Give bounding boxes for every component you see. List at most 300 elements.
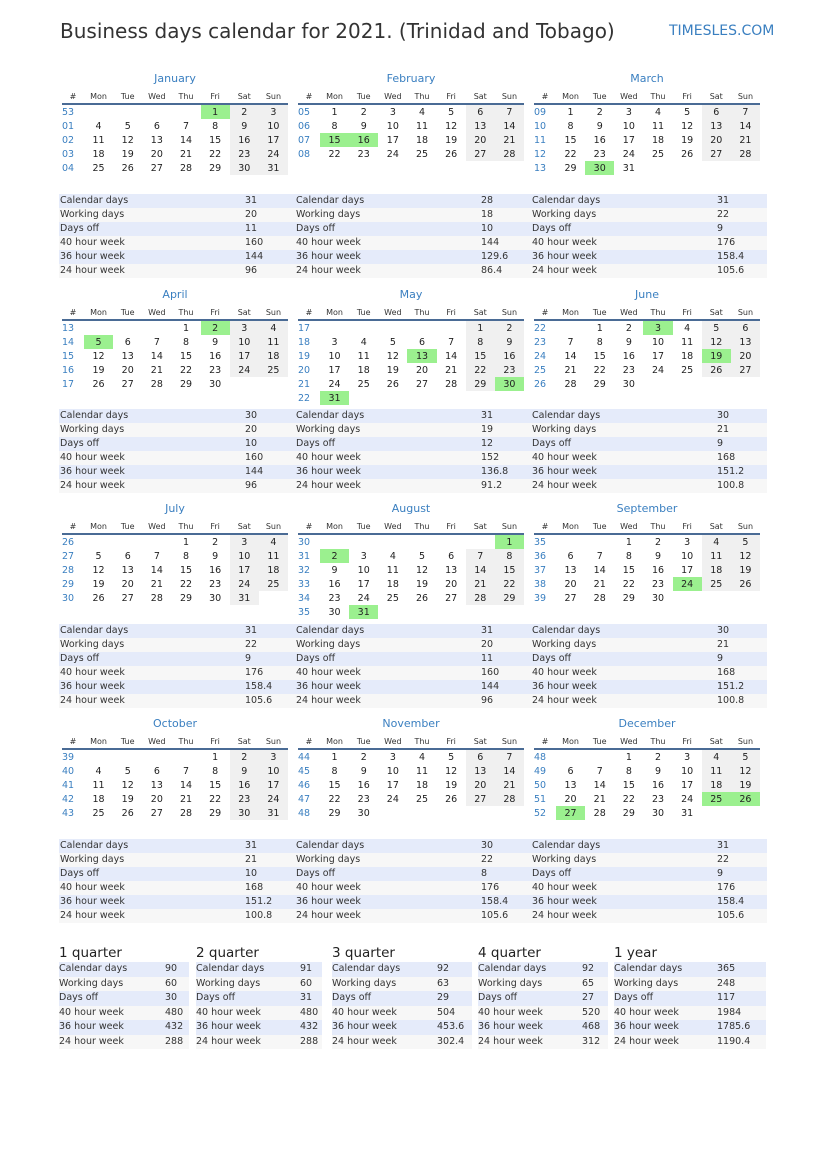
day-cell[interactable]: 23 [209, 364, 222, 376]
day-cell[interactable]: 21 [150, 364, 163, 376]
day-cell[interactable]: 8 [212, 765, 219, 777]
day-cell[interactable]: 21 [179, 793, 193, 805]
day-cell[interactable]: 13 [121, 350, 134, 362]
day-cell[interactable]: 13 [466, 119, 495, 133]
day-cell[interactable]: 5 [418, 550, 426, 562]
day-cell[interactable]: 30 [651, 592, 665, 604]
day-cell[interactable]: 15 [593, 350, 606, 362]
day-cell[interactable]: 3 [684, 536, 691, 548]
day-cell[interactable]: 15 [209, 134, 222, 146]
day-cell[interactable]: 10 [622, 120, 635, 132]
day-cell[interactable]: 8 [625, 550, 632, 562]
day-cell[interactable]: 1 [182, 536, 190, 548]
day-cell[interactable]: 12 [121, 779, 134, 791]
day-cell[interactable]: 1 [182, 322, 190, 334]
day-cell[interactable]: 4 [654, 106, 662, 118]
day-cell[interactable]: 23 [357, 148, 370, 160]
day-cell[interactable]: 2 [360, 106, 367, 118]
day-cell[interactable]: 1 [625, 751, 632, 763]
day-cell[interactable]: 26 [386, 378, 399, 390]
day-cell[interactable]: 25 [681, 364, 694, 376]
day-cell[interactable]: 24 [230, 363, 259, 377]
day-cell[interactable]: 10 [230, 549, 259, 563]
day-cell[interactable]: 28 [150, 592, 163, 604]
day-cell[interactable]: 20 [445, 578, 458, 590]
day-cell[interactable]: 12 [121, 134, 134, 146]
day-cell[interactable]: 27 [445, 592, 458, 604]
day-cell[interactable]: 12 [731, 549, 760, 563]
day-cell[interactable]: 18 [415, 134, 429, 146]
day-cell[interactable]: 10 [386, 765, 399, 777]
day-cell[interactable]: 16 [328, 578, 341, 590]
day-cell[interactable]: 5 [702, 320, 731, 335]
day-cell[interactable]: 4 [702, 534, 731, 549]
day-cell[interactable]: 9 [625, 336, 632, 348]
day-cell[interactable]: 29 [179, 378, 193, 390]
day-cell[interactable]: 23 [593, 148, 606, 160]
day-cell[interactable]: 28 [495, 147, 524, 161]
day-cell[interactable]: 5 [84, 335, 113, 349]
day-cell[interactable]: 11 [702, 549, 731, 563]
day-cell[interactable]: 22 [564, 148, 577, 160]
day-cell[interactable]: 4 [418, 106, 426, 118]
day-cell[interactable]: 16 [495, 349, 524, 363]
day-cell[interactable]: 22 [622, 578, 635, 590]
day-cell[interactable]: 1 [201, 104, 230, 119]
day-cell[interactable]: 20 [466, 778, 495, 792]
day-cell[interactable]: 16 [357, 779, 370, 791]
day-cell[interactable]: 17 [328, 364, 341, 376]
brand-link[interactable]: TIMESLES.COM [669, 23, 775, 39]
day-cell[interactable]: 9 [212, 336, 219, 348]
day-cell[interactable]: 13 [407, 349, 436, 363]
day-cell[interactable]: 17 [230, 563, 259, 577]
day-cell[interactable]: 3 [643, 320, 672, 335]
day-cell[interactable]: 3 [625, 106, 632, 118]
day-cell[interactable]: 7 [182, 120, 190, 132]
day-cell[interactable]: 18 [415, 779, 429, 791]
day-cell[interactable]: 15 [179, 564, 193, 576]
day-cell[interactable]: 19 [445, 779, 458, 791]
day-cell[interactable]: 19 [121, 793, 134, 805]
day-cell[interactable]: 23 [622, 364, 635, 376]
day-cell[interactable]: 19 [681, 134, 694, 146]
day-cell[interactable]: 1 [495, 534, 524, 549]
day-cell[interactable]: 11 [386, 564, 399, 576]
day-cell[interactable]: 16 [593, 134, 606, 146]
day-cell[interactable]: 1 [466, 320, 495, 335]
day-cell[interactable]: 16 [651, 564, 665, 576]
day-cell[interactable]: 24 [681, 793, 694, 805]
day-cell[interactable]: 19 [731, 563, 760, 577]
day-cell[interactable]: 16 [622, 350, 635, 362]
day-cell[interactable]: 2 [360, 751, 367, 763]
day-cell[interactable]: 25 [259, 577, 288, 591]
day-cell[interactable]: 9 [331, 564, 338, 576]
day-cell[interactable]: 26 [415, 592, 429, 604]
day-cell[interactable]: 3 [259, 104, 288, 119]
day-cell[interactable]: 20 [150, 148, 163, 160]
day-cell[interactable]: 4 [259, 320, 288, 335]
day-cell[interactable]: 24 [386, 793, 399, 805]
day-cell[interactable]: 6 [153, 120, 160, 132]
day-cell[interactable]: 3 [259, 749, 288, 764]
day-cell[interactable]: 7 [495, 104, 524, 119]
day-cell[interactable]: 10 [651, 336, 665, 348]
day-cell[interactable]: 12 [681, 120, 694, 132]
day-cell[interactable]: 9 [212, 550, 219, 562]
day-cell[interactable]: 14 [495, 119, 524, 133]
day-cell[interactable]: 31 [681, 807, 694, 819]
day-cell[interactable]: 3 [389, 751, 396, 763]
day-cell[interactable]: 18 [357, 364, 370, 376]
day-cell[interactable]: 18 [259, 349, 288, 363]
day-cell[interactable]: 30 [230, 161, 259, 175]
day-cell[interactable]: 19 [731, 778, 760, 792]
day-cell[interactable]: 1 [331, 751, 338, 763]
day-cell[interactable]: 31 [259, 161, 288, 175]
day-cell[interactable]: 21 [731, 133, 760, 147]
day-cell[interactable]: 11 [259, 549, 288, 563]
day-cell[interactable]: 22 [328, 793, 341, 805]
day-cell[interactable]: 21 [495, 133, 524, 147]
day-cell[interactable]: 2 [625, 322, 632, 334]
day-cell[interactable]: 18 [386, 578, 399, 590]
day-cell[interactable]: 20 [121, 364, 134, 376]
day-cell[interactable]: 3 [230, 534, 259, 549]
day-cell[interactable]: 23 [357, 793, 370, 805]
day-cell[interactable]: 2 [654, 751, 662, 763]
day-cell[interactable]: 6 [448, 550, 455, 562]
day-cell[interactable]: 10 [681, 765, 694, 777]
day-cell[interactable]: 29 [466, 377, 495, 391]
day-cell[interactable]: 18 [92, 148, 105, 160]
day-cell[interactable]: 15 [466, 349, 495, 363]
day-cell[interactable]: 25 [386, 592, 399, 604]
day-cell[interactable]: 5 [448, 106, 455, 118]
day-cell[interactable]: 17 [259, 133, 288, 147]
day-cell[interactable]: 27 [415, 378, 429, 390]
day-cell[interactable]: 16 [349, 133, 378, 147]
day-cell[interactable]: 15 [622, 779, 635, 791]
day-cell[interactable]: 28 [150, 378, 163, 390]
day-cell[interactable]: 29 [179, 592, 193, 604]
day-cell[interactable]: 20 [702, 133, 731, 147]
day-cell[interactable]: 21 [150, 578, 163, 590]
day-cell[interactable]: 1 [625, 536, 632, 548]
day-cell[interactable]: 30 [651, 807, 665, 819]
day-cell[interactable]: 27 [150, 807, 163, 819]
day-cell[interactable]: 14 [445, 350, 458, 362]
day-cell[interactable]: 24 [651, 364, 665, 376]
day-cell[interactable]: 12 [445, 120, 458, 132]
day-cell[interactable]: 7 [731, 104, 760, 119]
day-cell[interactable]: 20 [415, 364, 429, 376]
day-cell[interactable]: 27 [466, 792, 495, 806]
day-cell[interactable]: 26 [92, 378, 105, 390]
day-cell[interactable]: 22 [593, 364, 606, 376]
day-cell[interactable]: 19 [121, 148, 134, 160]
day-cell[interactable]: 11 [702, 764, 731, 778]
day-cell[interactable]: 20 [466, 133, 495, 147]
day-cell[interactable]: 21 [445, 364, 458, 376]
day-cell[interactable]: 13 [564, 564, 577, 576]
day-cell[interactable]: 23 [651, 578, 665, 590]
day-cell[interactable]: 5 [389, 336, 396, 348]
day-cell[interactable]: 5 [684, 106, 691, 118]
day-cell[interactable]: 31 [259, 806, 288, 820]
day-cell[interactable]: 21 [495, 778, 524, 792]
day-cell[interactable]: 9 [654, 765, 662, 777]
day-cell[interactable]: 26 [92, 592, 105, 604]
day-cell[interactable]: 6 [153, 765, 160, 777]
day-cell[interactable]: 28 [466, 591, 495, 605]
day-cell[interactable]: 7 [596, 765, 603, 777]
day-cell[interactable]: 27 [466, 147, 495, 161]
day-cell[interactable]: 25 [92, 162, 105, 174]
day-cell[interactable]: 28 [495, 792, 524, 806]
day-cell[interactable]: 23 [328, 592, 341, 604]
day-cell[interactable]: 12 [92, 350, 105, 362]
day-cell[interactable]: 14 [179, 134, 193, 146]
day-cell[interactable]: 7 [153, 550, 160, 562]
day-cell[interactable]: 13 [150, 779, 163, 791]
day-cell[interactable]: 8 [212, 120, 219, 132]
day-cell[interactable]: 21 [179, 148, 193, 160]
day-cell[interactable]: 9 [495, 335, 524, 349]
day-cell[interactable]: 30 [328, 606, 341, 618]
day-cell[interactable]: 17 [386, 779, 399, 791]
day-cell[interactable]: 19 [386, 364, 399, 376]
day-cell[interactable]: 21 [466, 577, 495, 591]
day-cell[interactable]: 17 [259, 778, 288, 792]
day-cell[interactable]: 6 [124, 336, 131, 348]
day-cell[interactable]: 30 [495, 377, 524, 391]
day-cell[interactable]: 28 [564, 378, 577, 390]
day-cell[interactable]: 5 [731, 749, 760, 764]
day-cell[interactable]: 6 [731, 320, 760, 335]
day-cell[interactable]: 30 [209, 592, 222, 604]
day-cell[interactable]: 11 [681, 336, 694, 348]
day-cell[interactable]: 29 [209, 162, 222, 174]
day-cell[interactable]: 29 [622, 592, 635, 604]
day-cell[interactable]: 7 [182, 765, 190, 777]
day-cell[interactable]: 7 [153, 336, 160, 348]
day-cell[interactable]: 24 [357, 592, 370, 604]
day-cell[interactable]: 22 [209, 793, 222, 805]
day-cell[interactable]: 26 [731, 577, 760, 591]
day-cell[interactable]: 20 [121, 578, 134, 590]
day-cell[interactable]: 23 [651, 793, 665, 805]
day-cell[interactable]: 16 [230, 133, 259, 147]
day-cell[interactable]: 13 [564, 779, 577, 791]
day-cell[interactable]: 18 [651, 134, 665, 146]
day-cell[interactable]: 7 [495, 749, 524, 764]
day-cell[interactable]: 29 [622, 807, 635, 819]
day-cell[interactable]: 21 [593, 793, 606, 805]
day-cell[interactable]: 25 [357, 378, 370, 390]
day-cell[interactable]: 16 [651, 779, 665, 791]
day-cell[interactable]: 1 [212, 751, 219, 763]
day-cell[interactable]: 6 [466, 104, 495, 119]
day-cell[interactable]: 3 [230, 320, 259, 335]
day-cell[interactable]: 14 [150, 564, 163, 576]
day-cell[interactable]: 24 [328, 378, 341, 390]
day-cell[interactable]: 8 [625, 765, 632, 777]
day-cell[interactable]: 19 [92, 364, 105, 376]
day-cell[interactable]: 12 [445, 765, 458, 777]
day-cell[interactable]: 8 [331, 765, 338, 777]
day-cell[interactable]: 14 [150, 350, 163, 362]
day-cell[interactable]: 12 [702, 335, 731, 349]
day-cell[interactable]: 28 [731, 147, 760, 161]
day-cell[interactable]: 31 [349, 605, 378, 619]
day-cell[interactable]: 6 [567, 550, 574, 562]
day-cell[interactable]: 6 [124, 550, 131, 562]
day-cell[interactable]: 17 [357, 578, 370, 590]
day-cell[interactable]: 8 [495, 549, 524, 563]
day-cell[interactable]: 28 [593, 807, 606, 819]
day-cell[interactable]: 11 [259, 335, 288, 349]
day-cell[interactable]: 15 [495, 563, 524, 577]
day-cell[interactable]: 12 [731, 764, 760, 778]
day-cell[interactable]: 25 [92, 807, 105, 819]
day-cell[interactable]: 26 [445, 793, 458, 805]
day-cell[interactable]: 5 [124, 120, 131, 132]
day-cell[interactable]: 2 [230, 104, 259, 119]
day-cell[interactable]: 18 [681, 350, 694, 362]
day-cell[interactable]: 2 [654, 536, 662, 548]
day-cell[interactable]: 10 [681, 550, 694, 562]
day-cell[interactable]: 4 [95, 765, 102, 777]
day-cell[interactable]: 25 [415, 793, 429, 805]
day-cell[interactable]: 26 [681, 148, 694, 160]
day-cell[interactable]: 13 [121, 564, 134, 576]
day-cell[interactable]: 19 [445, 134, 458, 146]
day-cell[interactable]: 15 [209, 779, 222, 791]
day-cell[interactable]: 3 [684, 751, 691, 763]
day-cell[interactable]: 19 [415, 578, 429, 590]
day-cell[interactable]: 4 [95, 120, 102, 132]
day-cell[interactable]: 14 [179, 779, 193, 791]
day-cell[interactable]: 28 [179, 162, 193, 174]
day-cell[interactable]: 8 [596, 336, 603, 348]
day-cell[interactable]: 18 [702, 778, 731, 792]
day-cell[interactable]: 21 [564, 364, 577, 376]
day-cell[interactable]: 27 [121, 378, 134, 390]
day-cell[interactable]: 5 [448, 751, 455, 763]
day-cell[interactable]: 23 [230, 792, 259, 806]
day-cell[interactable]: 20 [731, 349, 760, 363]
day-cell[interactable]: 4 [702, 749, 731, 764]
day-cell[interactable]: 15 [328, 779, 341, 791]
day-cell[interactable]: 14 [593, 564, 606, 576]
day-cell[interactable]: 13 [150, 134, 163, 146]
day-cell[interactable]: 26 [121, 162, 134, 174]
day-cell[interactable]: 8 [182, 550, 190, 562]
day-cell[interactable]: 29 [593, 378, 606, 390]
day-cell[interactable]: 23 [230, 147, 259, 161]
day-cell[interactable]: 4 [418, 751, 426, 763]
day-cell[interactable]: 30 [622, 378, 635, 390]
day-cell[interactable]: 10 [328, 350, 341, 362]
day-cell[interactable]: 12 [386, 350, 399, 362]
day-cell[interactable]: 25 [651, 148, 665, 160]
day-cell[interactable]: 20 [150, 793, 163, 805]
day-cell[interactable]: 17 [651, 350, 665, 362]
day-cell[interactable]: 11 [415, 765, 429, 777]
day-cell[interactable]: 10 [357, 564, 370, 576]
day-cell[interactable]: 31 [622, 162, 635, 174]
day-cell[interactable]: 25 [702, 577, 731, 591]
day-cell[interactable]: 22 [179, 364, 193, 376]
day-cell[interactable]: 2 [596, 106, 603, 118]
day-cell[interactable]: 10 [259, 119, 288, 133]
day-cell[interactable]: 8 [331, 120, 338, 132]
day-cell[interactable]: 9 [654, 550, 662, 562]
day-cell[interactable]: 8 [567, 120, 574, 132]
day-cell[interactable]: 2 [201, 320, 230, 335]
day-cell[interactable]: 27 [564, 592, 577, 604]
day-cell[interactable]: 22 [328, 148, 341, 160]
day-cell[interactable]: 7 [596, 550, 603, 562]
day-cell[interactable]: 24 [259, 792, 288, 806]
day-cell[interactable]: 10 [259, 764, 288, 778]
day-cell[interactable]: 14 [564, 350, 577, 362]
day-cell[interactable]: 30 [209, 378, 222, 390]
day-cell[interactable]: 11 [92, 134, 105, 146]
day-cell[interactable]: 23 [209, 578, 222, 590]
day-cell[interactable]: 4 [684, 322, 691, 334]
day-cell[interactable]: 22 [466, 363, 495, 377]
day-cell[interactable]: 1 [596, 322, 603, 334]
day-cell[interactable]: 29 [328, 807, 341, 819]
day-cell[interactable]: 12 [92, 564, 105, 576]
day-cell[interactable]: 14 [731, 119, 760, 133]
day-cell[interactable]: 10 [386, 120, 399, 132]
day-cell[interactable]: 24 [673, 577, 702, 591]
day-cell[interactable]: 9 [230, 764, 259, 778]
day-cell[interactable]: 24 [622, 148, 635, 160]
day-cell[interactable]: 5 [731, 534, 760, 549]
day-cell[interactable]: 13 [731, 335, 760, 349]
day-cell[interactable]: 5 [124, 765, 131, 777]
day-cell[interactable]: 22 [179, 578, 193, 590]
day-cell[interactable]: 14 [495, 764, 524, 778]
day-cell[interactable]: 24 [259, 147, 288, 161]
day-cell[interactable]: 9 [360, 765, 367, 777]
day-cell[interactable]: 30 [230, 806, 259, 820]
day-cell[interactable]: 7 [567, 336, 574, 348]
day-cell[interactable]: 11 [357, 350, 370, 362]
day-cell[interactable]: 2 [495, 320, 524, 335]
day-cell[interactable]: 26 [731, 792, 760, 806]
day-cell[interactable]: 13 [466, 764, 495, 778]
day-cell[interactable]: 9 [596, 120, 603, 132]
day-cell[interactable]: 3 [360, 550, 367, 562]
day-cell[interactable]: 12 [415, 564, 429, 576]
day-cell[interactable]: 2 [320, 549, 349, 563]
day-cell[interactable]: 29 [209, 807, 222, 819]
day-cell[interactable]: 28 [179, 807, 193, 819]
day-cell[interactable]: 17 [230, 349, 259, 363]
day-cell[interactable]: 22 [209, 148, 222, 160]
day-cell[interactable]: 1 [567, 106, 574, 118]
day-cell[interactable]: 15 [622, 564, 635, 576]
day-cell[interactable]: 8 [466, 335, 495, 349]
day-cell[interactable]: 21 [593, 578, 606, 590]
day-cell[interactable]: 25 [702, 792, 731, 806]
